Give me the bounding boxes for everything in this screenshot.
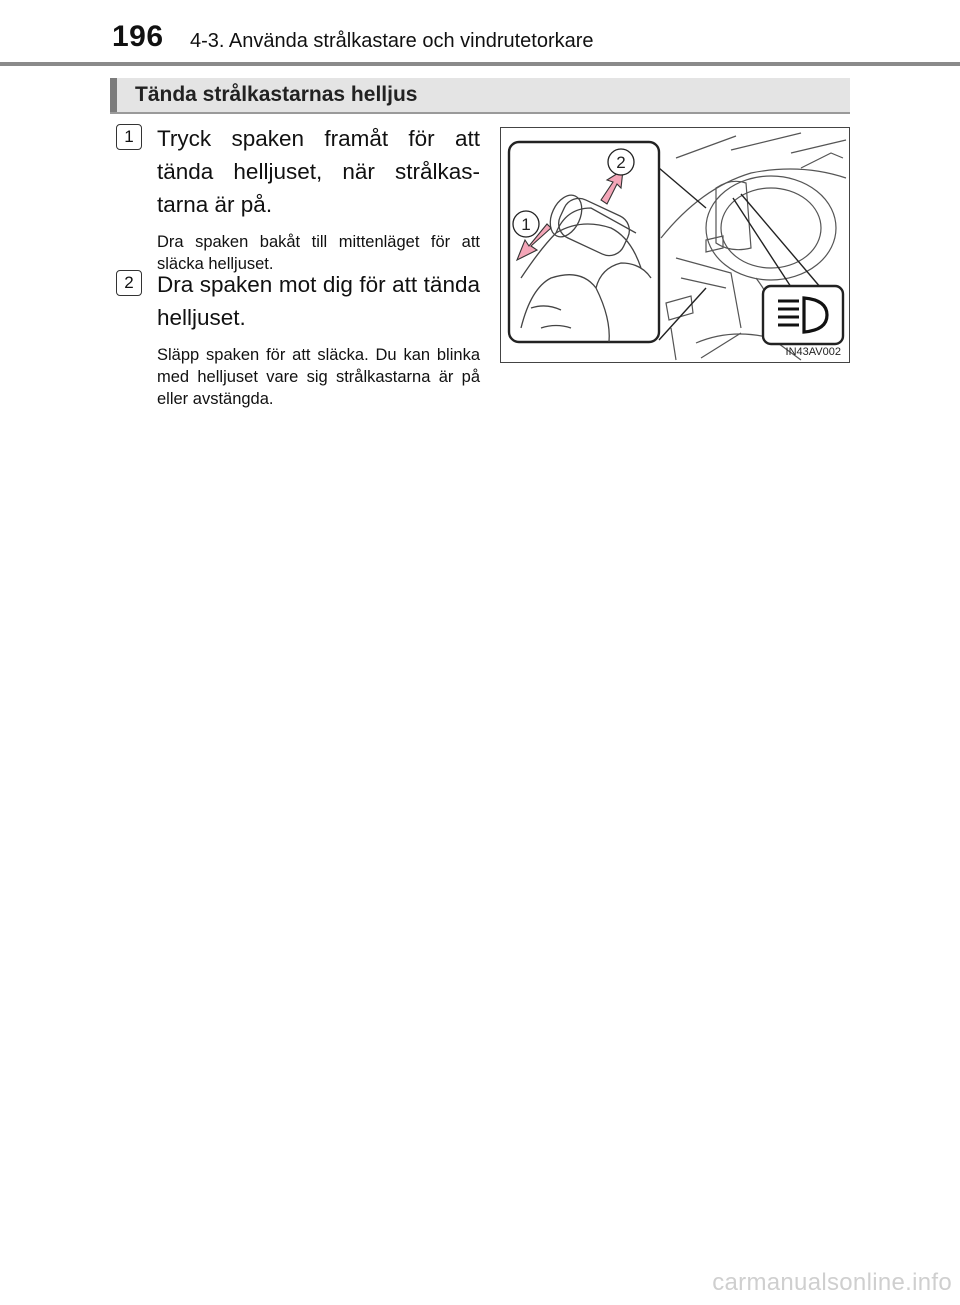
step-note: Dra spaken bakåt till mittenläget för att släcka helljuset.	[157, 233, 480, 273]
chapter-title: 4-3. Använda strålkastare och vindrutetorkare	[190, 30, 594, 52]
step-1	[112, 122, 480, 275]
step-instruction: Tryck spaken framåt för att tända helljuset, när strålkas-tarna är på.	[157, 126, 480, 217]
step-instruction: Dra spaken mot dig för att tända helljuset.	[157, 272, 480, 330]
step-2	[112, 268, 480, 410]
lever-illustration	[500, 127, 850, 363]
illustration-drawing	[501, 128, 848, 361]
step-note: Släpp spaken för att släcka. Du kan blinka med helljuset vare sig strålkastarna är på eller avstängda.	[157, 346, 480, 408]
step-number-badge: 1	[116, 124, 142, 150]
watermark: carmanualsonline.info	[712, 1269, 952, 1296]
section-title: Tända strålkastarnas helljus	[135, 83, 418, 106]
section-underline	[110, 112, 850, 114]
step-number-badge: 2	[116, 270, 142, 296]
image-code: IN43AV002	[785, 346, 841, 358]
callout-label-2: 2	[616, 153, 626, 172]
callout-label-1: 1	[521, 215, 531, 234]
section-heading-bar	[110, 78, 850, 112]
header-rule	[0, 62, 960, 66]
page-number: 196	[112, 20, 164, 53]
lever-detail-frame	[509, 142, 659, 342]
